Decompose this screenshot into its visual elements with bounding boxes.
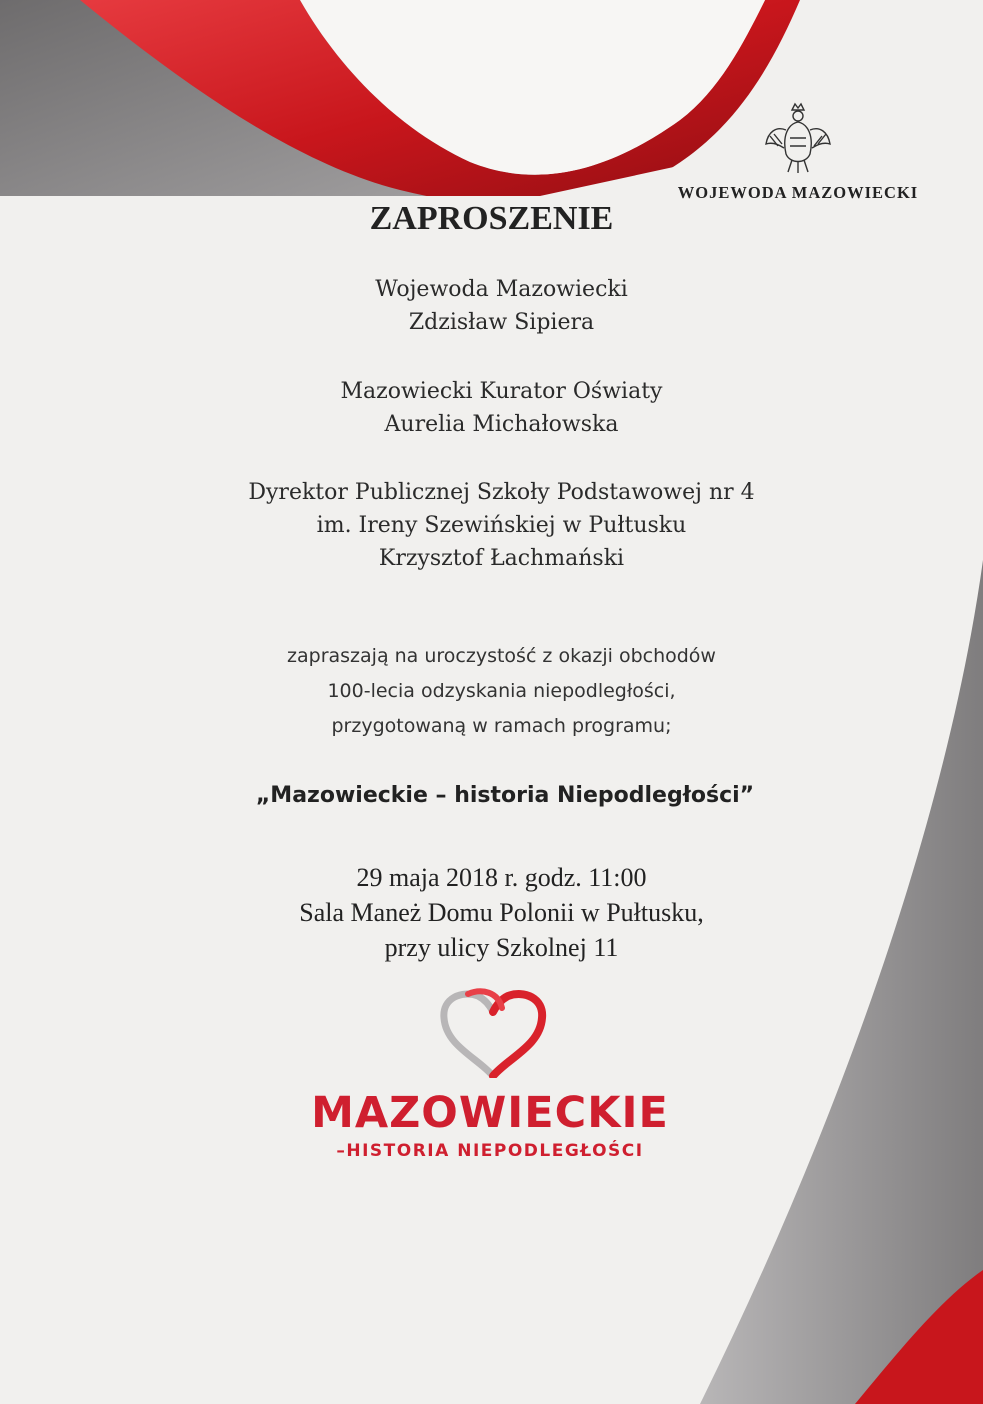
host-line: Mazowiecki Kurator Oświaty	[340, 379, 663, 404]
event-details	[0, 860, 983, 965]
host-line: im. Ireny Szewińskiej w Pułtusku	[316, 513, 687, 538]
event-date-time: 29 maja 2018 r. godz. 11:00	[356, 863, 647, 892]
host-curator	[0, 375, 983, 441]
invitation-line: przygotowaną w ramach programu;	[331, 715, 672, 737]
office-name: WOJEWODA MAZOWIECKI	[677, 183, 919, 202]
host-line: Zdzisław Sipiera	[408, 310, 595, 335]
eagle-emblem-icon	[764, 102, 832, 174]
host-line: Dyrektor Publicznej Szkoły Podstawowej nr 4	[248, 480, 755, 505]
invitation-line: 100-lecia odzyskania niepodległości,	[327, 680, 676, 702]
logo-subtitle: –HISTORIA NIEPODLEGŁOŚCI	[336, 1141, 644, 1161]
host-line: Krzysztof Łachmański	[378, 546, 625, 571]
event-venue: Sala Maneż Domu Polonii w Pułtusku,	[299, 898, 704, 927]
host-line: Wojewoda Mazowiecki	[375, 277, 628, 302]
host-voivode	[0, 273, 983, 339]
host-line: Aurelia Michałowska	[384, 412, 619, 437]
logo-title: MAZOWIECKIE	[311, 1088, 669, 1138]
heart-logo-icon	[438, 988, 548, 1078]
host-director	[0, 476, 983, 575]
invitation-line: zapraszają na uroczystość z okazji obchodów	[287, 645, 716, 667]
page-title: ZAPROSZENIE	[369, 200, 614, 237]
event-address: przy ulicy Szkolnej 11	[384, 933, 619, 962]
program-name: „Mazowieckie – historia Niepodległości”	[255, 783, 755, 808]
invitation-text	[0, 639, 983, 744]
